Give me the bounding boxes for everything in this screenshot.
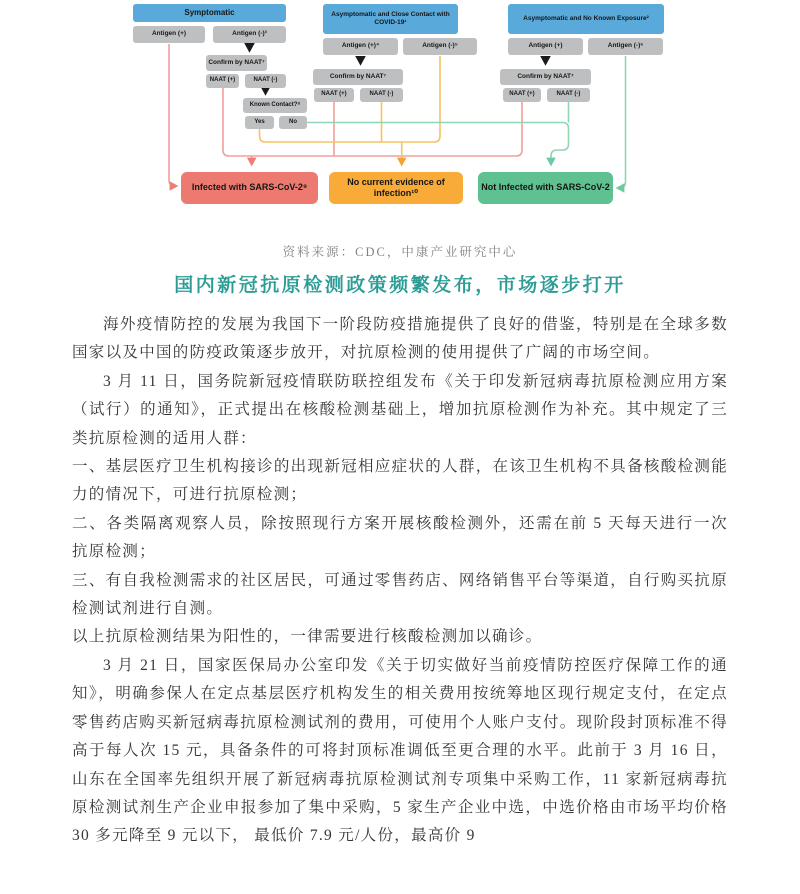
paragraph-group-3: 三、有自我检测需求的社区居民，可通过零售药店、网络销售平台等渠道，自行购买抗原检测试剂进行自测。 <box>72 571 728 618</box>
paragraph-positive-confirm: 以上抗原检测结果为阳性的，一律需要进行核酸检测加以确诊。 <box>72 628 543 646</box>
box-antigen-negative-2: Antigen (-)⁵ <box>403 38 477 55</box>
box-antigen-positive-2: Antigen (+)⁴ <box>323 38 398 55</box>
body-text <box>72 311 728 851</box>
box-naat-positive-3: NAAT (+) <box>503 88 541 102</box>
paragraph-group-1: 一、基层医疗卫生机构接诊的出现新冠相应症状的人群，在该卫生机构不具备核酸检测能力的情况下，可进行抗原检测； <box>72 458 728 504</box>
box-naat-positive-1: NAAT (+) <box>206 74 239 88</box>
box-naat-negative-1: NAAT (-) <box>245 74 286 88</box>
cdc-antigen-testing-flowchart <box>133 4 733 210</box>
box-antigen-positive-3: Antigen (+) <box>508 38 583 55</box>
outcome-not-infected: Not Infected with SARS-CoV-2 <box>478 172 613 204</box>
flowchart-header-close-contact: Asymptomatic and Close Contact with COVID-19¹ <box>323 4 458 34</box>
box-naat-negative-3: NAAT (-) <box>547 88 590 102</box>
box-antigen-negative-3: Antigen (-)⁶ <box>588 38 663 55</box>
box-antigen-negative-1: Antigen (-)³ <box>213 26 286 43</box>
paragraph-march-11-notice: 3 月 11 日，国务院新冠疫情联防联控组发布《关于印发新冠病毒抗原检测应用方案（试行）的通知》，正式提出在核酸检测基础上，增加抗原检测作为补充。其中规定了三类抗原检测的适用人群： <box>72 372 728 447</box>
report-page <box>0 4 800 851</box>
paragraph-overseas-context: 海外疫情防控的发展为我国下一阶段防疫措施提供了良好的借鉴，特别是在全球多数国家以及中国的防疫政策逐步放开，对抗原检测的使用提供了广阔的市场空间。 <box>72 316 728 362</box>
box-yes: Yes <box>245 116 274 129</box>
box-known-contact: Known Contact?⁸ <box>243 98 307 113</box>
section-heading: 国内新冠抗原检测政策频繁发布，市场逐步打开 <box>174 275 626 296</box>
source-note: 资料来源：CDC，中康产业研究中心 <box>282 245 518 259</box>
flowchart-header-symptomatic: Symptomatic <box>133 4 286 22</box>
box-antigen-positive-1: Antigen (+) <box>133 26 205 43</box>
box-naat-negative-2: NAAT (-) <box>360 88 403 102</box>
outcome-infected: Infected with SARS-CoV-2⁹ <box>181 172 318 204</box>
box-naat-positive-2: NAAT (+) <box>314 88 354 102</box>
box-confirm-naat-2: Confirm by NAAT⁷ <box>313 69 403 85</box>
paragraph-group-2: 二、各类隔离观察人员，除按照现行方案开展核酸检测外，还需在前 5 天每天进行一次抗原检测； <box>72 514 728 561</box>
outcome-no-evidence: No current evidence of infection¹⁰ <box>329 172 463 204</box>
box-confirm-naat-1: Confirm by NAAT⁷ <box>206 55 267 71</box>
box-confirm-naat-3: Confirm by NAAT⁷ <box>500 69 591 85</box>
paragraph-march-21-notice: 3 月 21 日，国家医保局办公室印发《关于切实做好当前疫情防控医疗保障工作的通知》，明确参保人在定点基层医疗机构发生的相关费用按统筹地区现行规定支付，在定点零售药店购买新冠病毒抗原检测试剂的费用，可使用个人账户支付。现阶段封顶标准不得高于每人次 15 元，具备条件的可将封顶标准调低至更合理的水平。此前于 3 月 16 日，山东在全国率先组织开展了新冠病毒抗原检测试剂专项集中采购工作，11 家新冠病毒抗原检测试剂生产企业申报参加了集中采购，5 家生产企业中选，中选价格由市场平均价格 30 多元降至 9 元以下， 最低价 7.9 元/人份，最高价 9 <box>72 656 728 845</box>
flowchart-header-no-exposure: Asymptomatic and No Known Exposure² <box>508 4 664 34</box>
box-no: No <box>279 116 307 129</box>
